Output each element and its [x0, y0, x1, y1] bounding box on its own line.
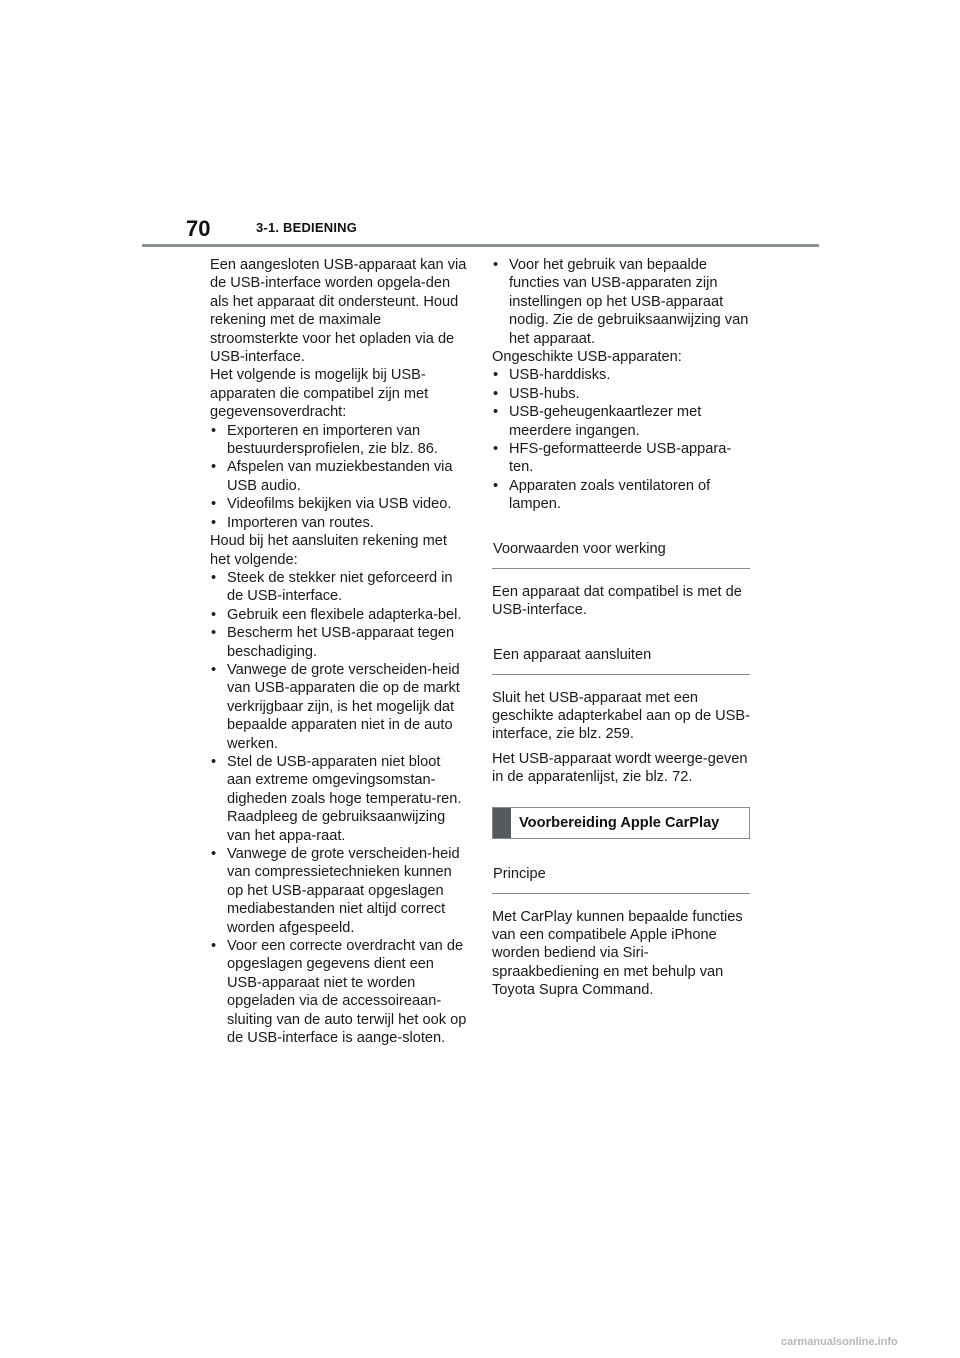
- heading-marker: [493, 808, 511, 838]
- list-item: • Afspelen van muziekbestanden via USB audio.: [210, 458, 468, 495]
- list-item: • Steek de stekker niet geforceerd in de USB-interface.: [210, 569, 468, 606]
- list-item: • Gebruik een flexibele adapterka-bel.: [210, 606, 468, 624]
- list-item: • Apparaten zoals ventilatoren of lampen.: [492, 477, 750, 514]
- principle-text: Met CarPlay kunnen bepaalde functies van een compatibele Apple iPhone worden bediend via Siri-spraakbediening en met behulp van Toyota Supra Command.: [492, 908, 743, 999]
- list-item: • Bescherm het USB-apparaat tegen beschadiging.: [210, 624, 468, 661]
- list-item: • Vanwege de grote verscheiden-heid van compressietechnieken kunnen op het USB-apparaat opgeslagen mediabestanden niet altijd correct worden afgespeeld.: [210, 845, 468, 937]
- footer-watermark: carmanualsonline.info: [781, 1336, 898, 1348]
- list-item: • HFS-geformatteerde USB-appara-ten.: [492, 440, 750, 477]
- possible-list: [210, 422, 468, 532]
- heading-connect: Een apparaat aansluiten: [492, 638, 750, 675]
- list-item: • Vanwege de grote verscheiden-heid van USB-apparaten die op de markt verkrijgbaar zijn, is het mogelijk dat bepaalde apparaten niet in de auto werken.: [210, 661, 468, 753]
- conditions-text: Een apparaat dat compatibel is met de USB-interface.: [492, 583, 742, 619]
- connect-intro: Houd bij het aansluiten rekening met het volgende:: [210, 533, 447, 568]
- page-number: 70: [186, 216, 211, 241]
- settings-list: [492, 256, 750, 348]
- connect-text-2: Het USB-apparaat wordt weerge-geven in de apparatenlijst, zie blz. 72.: [492, 750, 748, 786]
- list-item: • USB-harddisks.: [492, 366, 750, 384]
- list-item: • Voor een correcte overdracht van de opgeslagen gegevens dient een USB-apparaat niet te worden opgeladen via de accessoireaan-sluiting van de auto terwijl het ook op de USB-interface is aange-sloten.: [210, 937, 468, 1047]
- unsuitable-list: [492, 366, 750, 513]
- right-column: [492, 256, 750, 1000]
- connect-list: [210, 569, 468, 1048]
- intro-paragraph: Een aangesloten USB-apparaat kan via de USB-interface worden opgela-den als het apparaat dit ondersteunt. Houd rekening met de maximale stroomsterkte voor het opladen via de USB-interface.: [210, 257, 467, 366]
- carplay-heading: Voorbereiding Apple CarPlay: [519, 814, 720, 831]
- list-item: • Importeren van routes.: [210, 514, 468, 532]
- section-title: 3-1. BEDIENING: [256, 220, 358, 235]
- connect-text-1: Sluit het USB-apparaat met een geschikte adapterkabel aan op de USB-interface, zie blz. 259.: [492, 689, 750, 743]
- left-column: [210, 256, 468, 1047]
- possible-intro: Het volgende is mogelijk bij USB-apparaten die compatibel zijn met gegevensoverdracht:: [210, 367, 429, 421]
- unsuitable-intro: Ongeschikte USB-apparaten:: [492, 349, 682, 366]
- carplay-heading-box: [492, 807, 750, 839]
- list-item: • USB-hubs.: [492, 385, 750, 403]
- list-item: • Voor het gebruik van bepaalde functies van USB-apparaten zijn instellingen op het USB-apparaat nodig. Zie de gebruiksaanwijzing van het apparaat.: [492, 256, 750, 348]
- heading-conditions: Voorwaarden voor werking: [492, 532, 750, 569]
- heading-principle: Principe: [492, 857, 750, 894]
- list-item: • Exporteren en importeren van bestuurdersprofielen, zie blz. 86.: [210, 422, 468, 459]
- list-item: • USB-geheugenkaartlezer met meerdere ingangen.: [492, 403, 750, 440]
- list-item: • Videofilms bekijken via USB video.: [210, 495, 468, 513]
- list-item: • Stel de USB-apparaten niet bloot aan extreme omgevingsomstan-digheden zoals hoge temperatu-ren. Raadpleeg de gebruiksaanwijzing van het appa-raat.: [210, 753, 468, 845]
- header-rule: [142, 244, 819, 247]
